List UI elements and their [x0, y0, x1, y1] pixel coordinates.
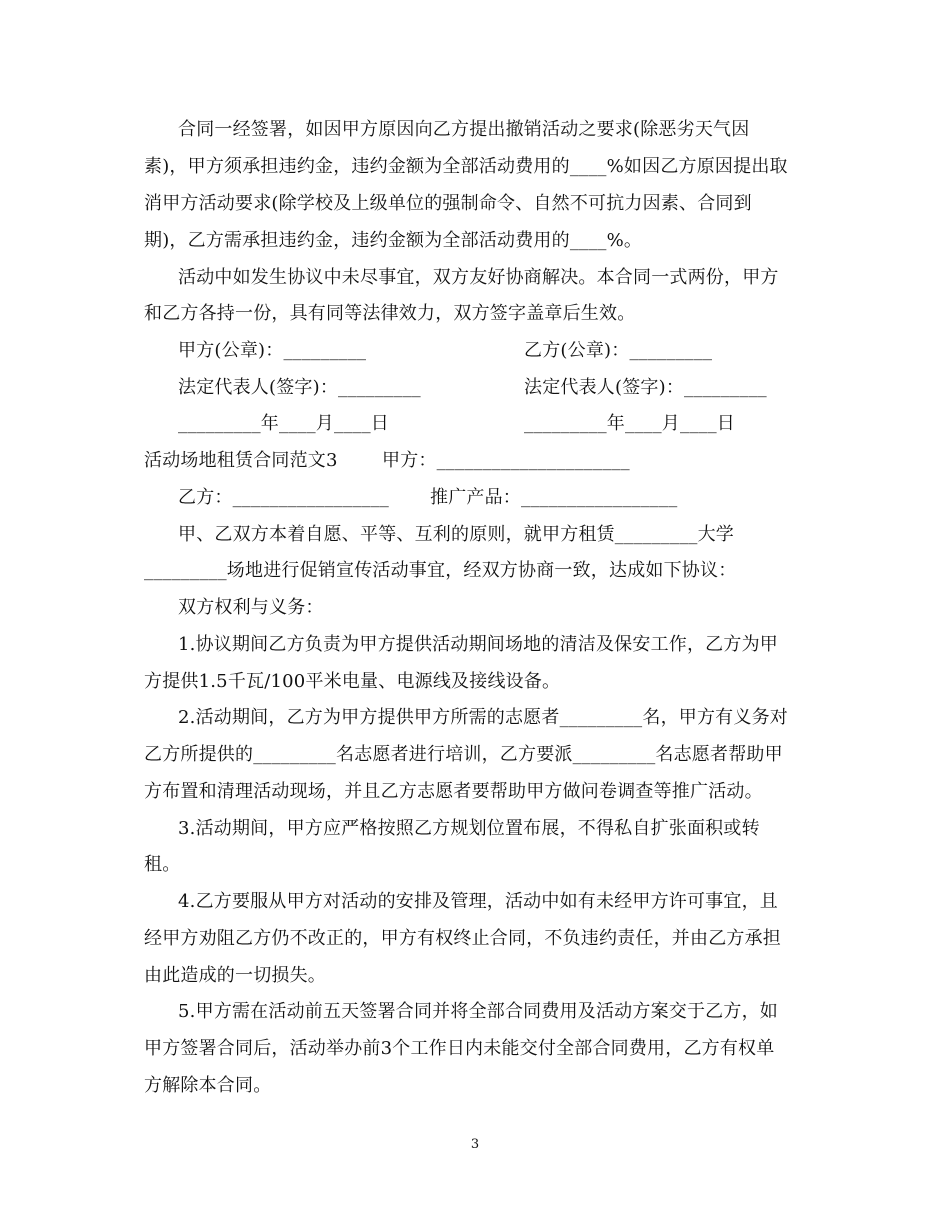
text-line: 甲方签署合同后，活动举办前3个工作日内未能交付全部合同费用，乙方有权单	[144, 1038, 775, 1059]
text-line: 1.协议期间乙方负责为甲方提供活动期间场地的清洁及保安工作，乙方为甲	[178, 634, 778, 655]
text-line: 3.活动期间，甲方应严格按照乙方规划位置布展，不得私自扩张面积或转	[178, 818, 760, 839]
text-line: 活动中如发生协议中未尽事宜，双方友好协商解决。本合同一式两份，甲方	[178, 267, 779, 288]
text-line: 方解除本合同。	[144, 1075, 272, 1096]
party-b-seal: 乙方(公章)：_________	[524, 340, 713, 361]
text-line: 租。	[144, 854, 181, 875]
text-line: 经甲方劝阻乙方仍不改正的，甲方有权终止合同，不负违约责任，并由乙方承担	[144, 928, 781, 949]
text-line: 5.甲方需在活动前五天签署合同并将全部合同费用及活动方案交于乙方，如	[178, 1001, 778, 1022]
party-a-seal: 甲方(公章)：_________	[178, 340, 367, 361]
text-line: 和乙方各持一份，具有同等法律效力，双方签字盖章后生效。	[144, 303, 636, 324]
section-title: 活动场地租赁合同范文3	[144, 450, 338, 471]
party-a-field: 甲方：_____________________	[382, 450, 630, 471]
party-b-field: 乙方：_________________	[178, 487, 389, 508]
party-a-date: _________年____月____日	[178, 413, 389, 434]
text-line: 2.活动期间，乙方为甲方提供甲方所需的志愿者_________名，甲方有义务对	[178, 707, 788, 728]
text-line: 由此造成的一切损失。	[144, 965, 326, 986]
text-line: 方布置和清理活动现场，并且乙方志愿者要帮助甲方做问卷调查等推广活动。	[144, 781, 763, 802]
text-line: 方提供1.5千瓦/100平米电量、电源线及接线设备。	[144, 671, 561, 692]
page-number: 3	[470, 1137, 480, 1152]
text-line: 合同一经签署，如因甲方原因向乙方提出撤销活动之要求(除恶劣天气因	[178, 119, 750, 140]
text-line: 甲、乙双方本着自愿、平等、互利的原则，就甲方租赁_________大学	[178, 524, 734, 545]
text-line: 乙方所提供的_________名志愿者进行培训，乙方要派_________名志愿者帮助甲	[144, 744, 783, 765]
party-a-representative: 法定代表人(签字)：_________	[178, 377, 421, 398]
text-line: 4.乙方要服从甲方对活动的安排及管理，活动中如有未经甲方许可事宜，且	[178, 891, 778, 912]
text-line: 消甲方活动要求(除学校及上级单位的强制命令、自然不可抗力因素、合同到	[144, 193, 752, 214]
product-field: 推广产品：_________________	[430, 487, 678, 508]
text-line: 素)，甲方须承担违约金，违约金额为全部活动费用的____%如因乙方原因提出取	[144, 156, 788, 177]
text-line: 期)，乙方需承担违约金，违约金额为全部活动费用的____%。	[144, 230, 643, 251]
party-b-date: _________年____月____日	[524, 413, 735, 434]
party-b-representative: 法定代表人(签字)：_________	[524, 377, 767, 398]
text-line: _________场地进行促销宣传活动事宜，经双方协商一致，达成如下协议：	[144, 560, 737, 581]
text-line: 双方权利与义务：	[178, 597, 324, 618]
